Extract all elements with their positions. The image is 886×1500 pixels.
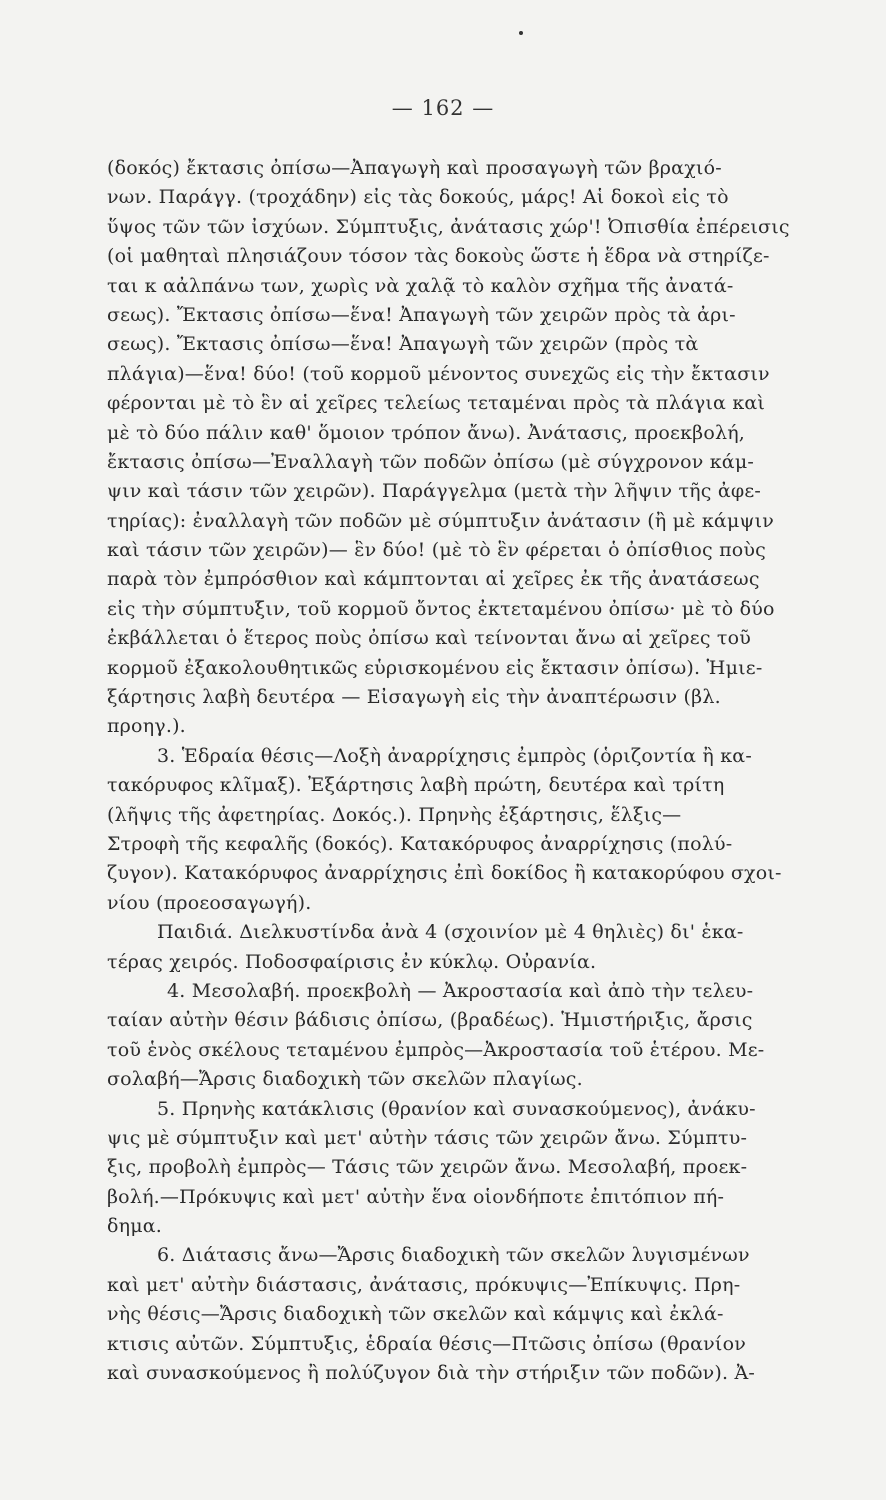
text-line: κτισις αὐτῶν. Σύμπτυξις, ἑδραία θέσις—Πτῶσις ὀπίσω (θρανίον: [107, 1332, 746, 1355]
text-line: προηγ.).: [107, 715, 186, 738]
text-line: κορμοῦ ἐξακολουθητικῶς εὑρισκομένου εἰς ἔκτασιν ὀπίσω). Ἡμιε-: [107, 656, 763, 679]
text-line: νων. Παράγγ. (τροχάδην) εἰς τὰς δοκούς, μάρς! Αἱ δοκοὶ εἰς τὸ: [107, 186, 729, 209]
text-line: (οἱ μαθηταὶ πλησιάζουν τόσον τὰς δοκοὺς ὥστε ἡ ἕδρα νὰ στηρίζε-: [107, 245, 770, 268]
body-text: [107, 154, 867, 1388]
text-line: (λῆψις τῆς ἀφετηρίας. Δοκός.). Πρηνὴς ἐξάρτησις, ἕλξις—: [107, 803, 682, 826]
text-line: ξις, προβολὴ ἐμπρὸς— Τάσις τῶν χειρῶν ἄνω. Μεσολαβή, προεκ-: [107, 1156, 748, 1179]
text-line: ξάρτησις λαβὴ δευτέρα — Εἰσαγωγὴ εἰς τὴν ἀναπτέρωσιν (βλ.: [107, 686, 721, 709]
text-line: 6. Διάτασις ἄνω—Ἄρσις διαδοχικὴ τῶν σκελῶν λυγισμένων: [157, 1244, 750, 1267]
page-number: — 162 —: [391, 96, 495, 120]
text-line: τοῦ ἑνὸς σκέλους τεταμένου ἐμπρὸς—Ἀκροστασία τοῦ ἑτέρου. Με-: [107, 1038, 765, 1061]
text-line: παρὰ τὸν ἐμπρόσθιον καὶ κάμπτονται αἱ χεῖρες ἐκ τῆς ἀνατάσεως: [107, 568, 760, 591]
text-line: ἐκβάλλεται ὁ ἕτερος ποὺς ὀπίσω καὶ τείνονται ἄνω αἱ χεῖρες τοῦ: [107, 627, 752, 650]
text-line: σολαβή—Ἄρσις διαδοχικὴ τῶν σκελῶν πλαγίως.: [107, 1068, 583, 1091]
text-line: Παιδιά. Διελκυστίνδα ἀνὰ 4 (σχοινίον μὲ 4 θηλιὲς) δι' ἑκα-: [157, 921, 744, 944]
text-line: τηρίας): ἐναλλαγὴ τῶν ποδῶν μὲ σύμπτυξιν ἀνάτασιν (ἢ μὲ κάμψιν: [107, 509, 774, 532]
text-line: σεως). Ἔκτασις ὀπίσω—ἕνα! Ἀπαγωγὴ τῶν χειρῶν (πρὸς τὰ: [107, 333, 699, 356]
text-line: Στροφὴ τῆς κεφαλῆς (δοκός). Κατακόρυφος ἀναρρίχησις (πολύ-: [107, 832, 733, 855]
text-line: ἔκτασις ὀπίσω—Ἐναλλαγὴ τῶν ποδῶν ὀπίσω (μὲ σύγχρονον κάμ-: [107, 450, 754, 473]
text-line: ταίαν αὐτὴν θέσιν βάδισις ὀπίσω, (βραδέως). Ἡμιστήριξις, ἄρσις: [107, 1009, 753, 1032]
text-line: τέρας χειρός. Ποδοσφαίρισις ἐν κύκλῳ. Οὐρανία.: [107, 950, 597, 973]
text-line: ψις μὲ σύμπτυξιν καὶ μετ' αὐτὴν τάσις τῶν χειρῶν ἄνω. Σύμπτυ-: [107, 1126, 748, 1149]
text-line: ψιν καὶ τάσιν τῶν χειρῶν). Παράγγελμα (μετὰ τὴν λῆψιν τῆς ἀφε-: [107, 480, 762, 503]
text-line: νὴς θέσις—Ἄρσις διαδοχικὴ τῶν σκελῶν καὶ κάμψις καὶ ἐκλά-: [107, 1303, 724, 1326]
text-line: ται κ αἀλπάνω των, χωρὶς νὰ χαλᾷ τὸ καλὸν σχῆμα τῆς ἀνατά-: [107, 274, 734, 297]
text-line: 5. Πρηνὴς κατάκλισις (θρανίον καὶ συνασκούμενος), ἀνάκυ-: [157, 1097, 756, 1120]
ink-speck: [519, 31, 523, 35]
text-line: πλάγια)—ἕνα! δύο! (τοῦ κορμοῦ μένοντος συνεχῶς εἰς τὴν ἔκτασιν: [107, 362, 770, 385]
text-line: εἰς τὴν σύμπτυξιν, τοῦ κορμοῦ ὄντος ἐκτεταμένου ὀπίσω· μὲ τὸ δύο: [107, 597, 775, 620]
text-line: δημα.: [107, 1215, 163, 1238]
text-line: ὕψος τῶν τῶν ἰσχύων. Σύμπτυξις, ἀνάτασις χώρ'! Ὀπισθία ἐπέρεισις: [107, 215, 790, 238]
text-line: σεως). Ἔκτασις ὀπίσω—ἕνα! Ἀπαγωγὴ τῶν χειρῶν πρὸς τὰ ἀρι-: [107, 303, 736, 326]
text-line: μὲ τὸ δύο πάλιν καθ' ὅμοιον τρόπον ἄνω). Ἀνάτασις, προεκβολή,: [107, 421, 746, 444]
text-line: νίου (προεοσαγωγή).: [107, 891, 312, 914]
text-line: φέρονται μὲ τὸ ἓν αἱ χεῖρες τελείως τεταμέναι πρὸς τὰ πλάγια καὶ: [107, 392, 766, 415]
text-line: τακόρυφος κλῖμαξ). Ἐξάρτησις λαβὴ πρώτη, δευτέρα καὶ τρίτη: [107, 774, 725, 797]
text-line: βολή.—Πρόκυψις καὶ μετ' αὐτὴν ἕνα οἱονδήποτε ἐπιτόπιον πή-: [107, 1185, 725, 1208]
text-line: 3. Ἑδραία θέσις—Λοξὴ ἀναρρίχησις ἐμπρὸς (ὁριζοντία ἢ κα-: [157, 744, 752, 767]
text-line: καὶ μετ' αὐτὴν διάστασις, ἀνάτασις, πρόκυψις—Ἐπίκυψις. Πρη-: [107, 1273, 741, 1296]
text-line: καὶ τάσιν τῶν χειρῶν)— ἓν δύο! (μὲ τὸ ἓν φέρεται ὁ ὀπίσθιος ποὺς: [107, 539, 767, 562]
text-line: καὶ συνασκούμενος ἢ πολύζυγον διὰ τὴν στήριξιν τῶν ποδῶν). Ἀ-: [107, 1362, 756, 1385]
text-line: ζυγον). Κατακόρυφος ἀναρρίχησις ἐπὶ δοκίδος ἢ κατακορύφου σχοι-: [107, 862, 782, 885]
text-line: (δοκός) ἔκτασις ὀπίσω—Ἀπαγωγὴ καὶ προσαγωγὴ τῶν βραχιό-: [107, 157, 722, 179]
text-line: 4. Μεσολαβή. προεκβολὴ — Ἀκροστασία καὶ ἀπὸ τὴν τελευ-: [167, 979, 754, 1002]
